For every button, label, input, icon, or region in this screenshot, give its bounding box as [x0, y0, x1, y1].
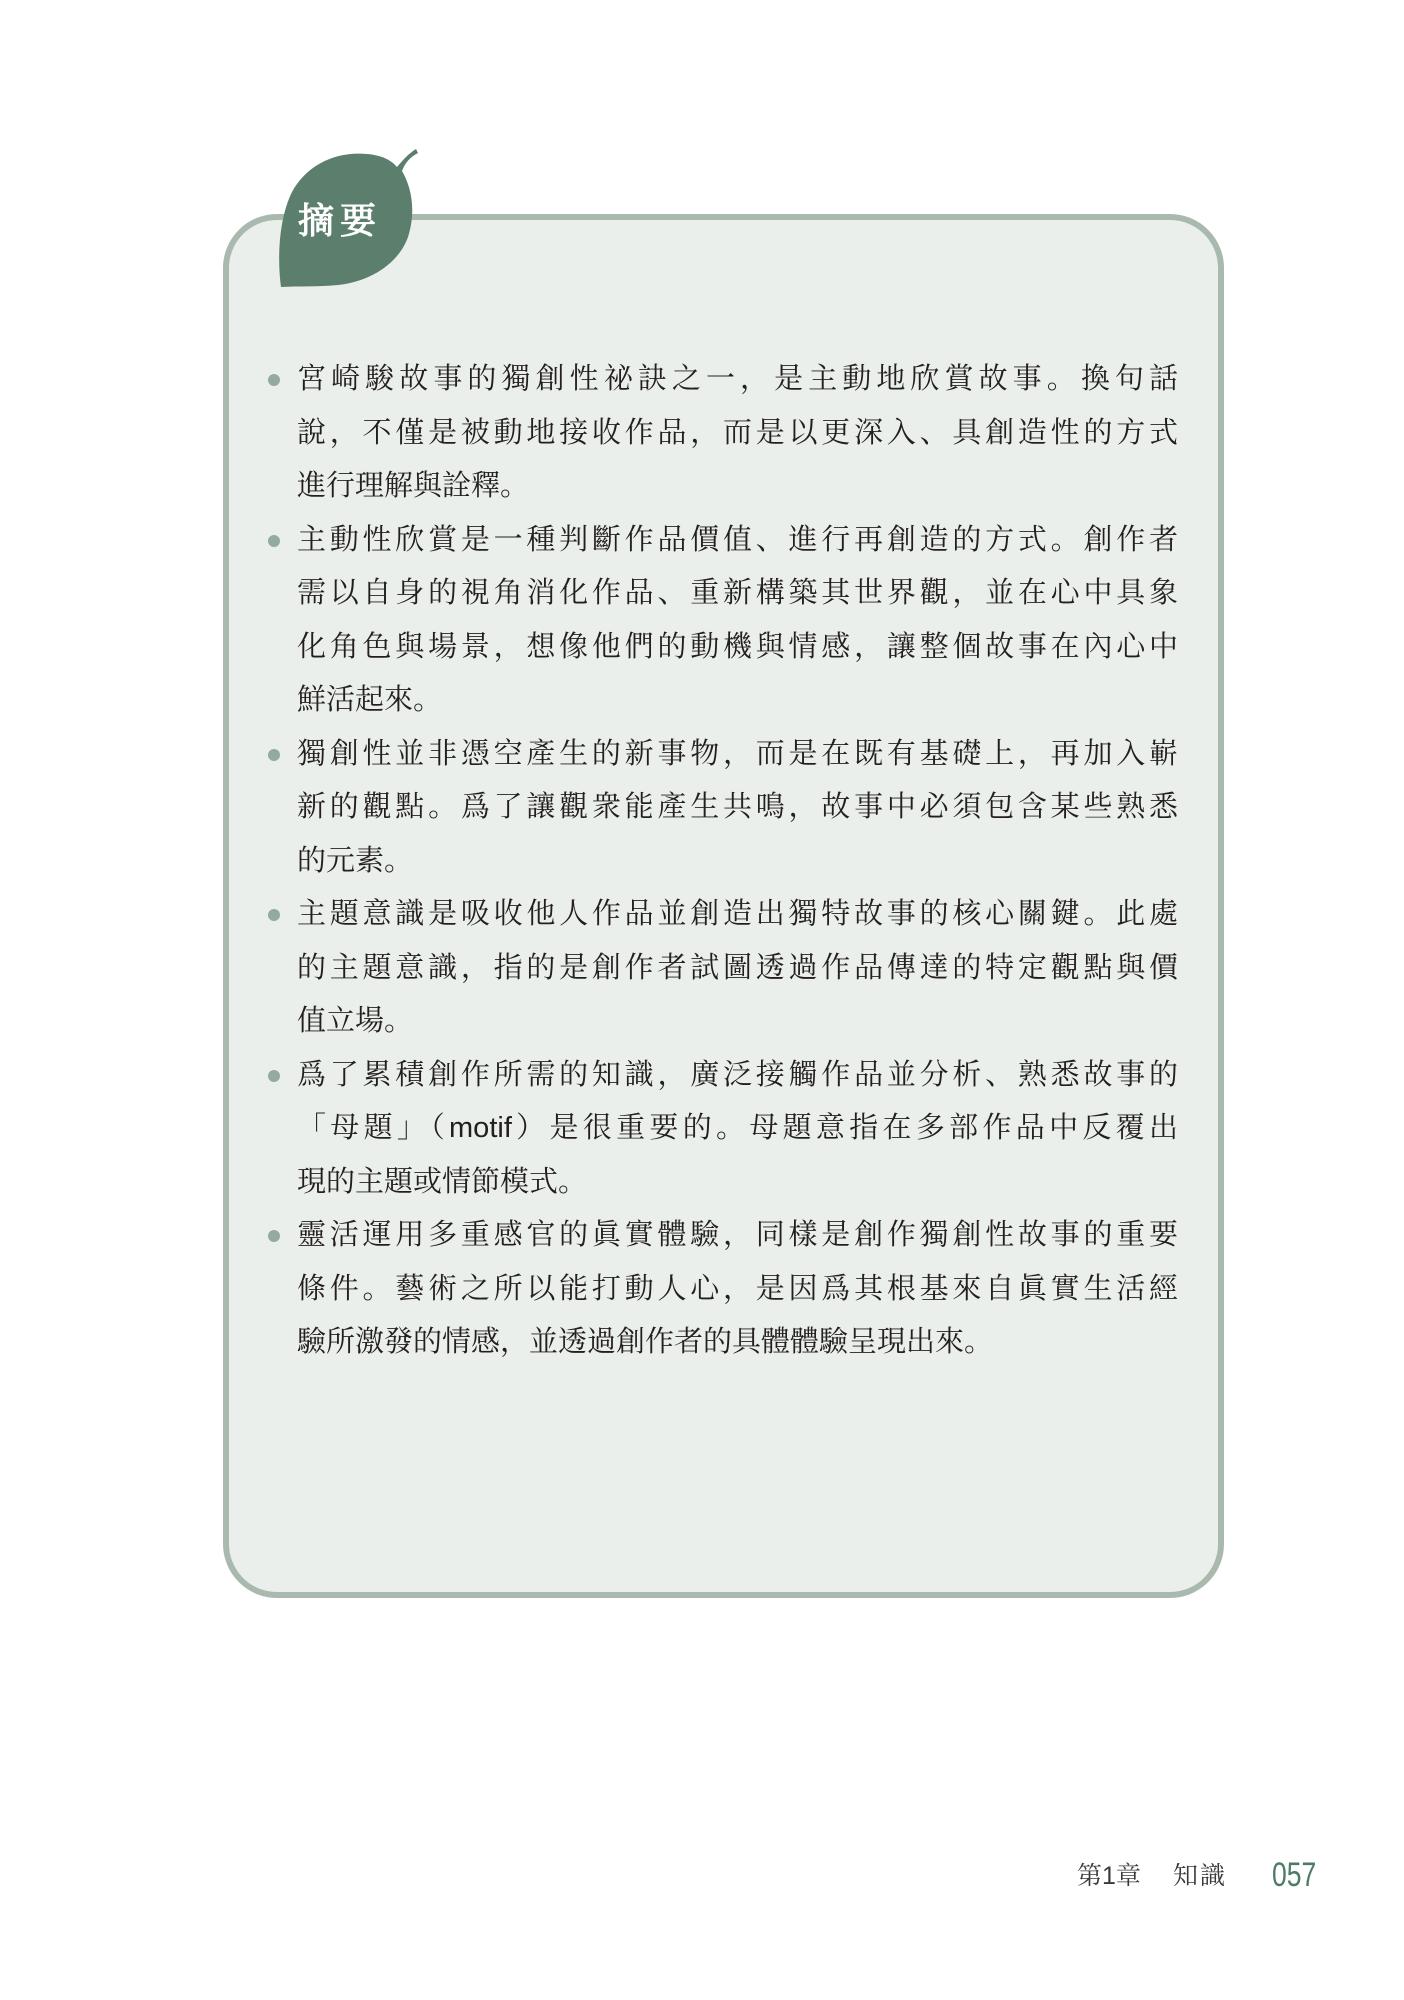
bullet-line: 需以自身的視角消化作品、重新構築其世界觀，並在心中具象	[297, 577, 1178, 609]
bullet-line: 獨創性並非憑空產生的新事物，而是在既有基礎上，再加入嶄	[297, 737, 1178, 770]
bullet-marker	[268, 535, 280, 547]
bullet-line: 說，不僅是被動地接收作品，而是以更深入、具創造性的方式	[297, 416, 1178, 449]
summary-bullet	[263, 888, 1183, 1049]
summary-heading: 摘要	[298, 200, 383, 241]
footer-chapter-title: 知識	[1173, 1862, 1228, 1890]
bullet-line: 爲了累積創作所需的知識，廣泛接觸作品並分析、熟悉故事的	[297, 1058, 1178, 1091]
bullet-marker	[268, 749, 280, 761]
page-number: 057	[1272, 1856, 1317, 1894]
bullet-line: 化角色與場景，想像他們的動機與情感，讓整個故事在內心中	[297, 630, 1178, 663]
summary-bullet-list	[263, 353, 1183, 1370]
summary-bullet	[263, 1049, 1183, 1210]
bullet-line: 主動性欣賞是一種判斷作品價值、進行再創造的方式。創作者	[297, 523, 1178, 556]
bullet-line: 驗所激發的情感，並透過創作者的具體體驗呈現出來。	[297, 1326, 994, 1358]
bullet-marker	[268, 909, 280, 921]
bullet-line: 的主題意識，指的是創作者試圖透過作品傳達的特定觀點與價	[297, 951, 1178, 984]
bullet-line: 值立場。	[297, 1005, 414, 1037]
summary-bullet	[263, 514, 1183, 728]
bullet-marker	[268, 1230, 280, 1242]
bullet-line: 鮮活起來。	[297, 684, 443, 716]
bullet-line: 條件。藝術之所以能打動人心，是因爲其根基來自眞實生活經	[297, 1272, 1178, 1305]
summary-bullet	[263, 728, 1183, 889]
bullet-line: 新的觀點。爲了讓觀衆能產生共鳴，故事中必須包含某些熟悉	[297, 791, 1178, 823]
summary-bullet	[263, 1209, 1183, 1370]
bullet-marker	[268, 374, 280, 386]
bullet-marker	[268, 1070, 280, 1082]
bullet-line: 進行理解與詮釋。	[297, 470, 530, 502]
bullet-line: 「母題」（motif）是很重要的。母題意指在多部作品中反覆出	[297, 1112, 1178, 1144]
bullet-line: 宮崎駿故事的獨創性祕訣之一，是主動地欣賞故事。換句話	[297, 363, 1178, 395]
bullet-line: 主題意識是吸收他人作品並創造出獨特故事的核心關鍵。此處	[297, 898, 1178, 930]
bullet-line: 靈活運用多重感官的眞實體驗，同樣是創作獨創性故事的重要	[297, 1219, 1178, 1251]
footer-chapter-label: 第1章	[1077, 1862, 1141, 1890]
bullet-line: 現的主題或情節模式。	[297, 1165, 588, 1198]
bullet-line: 的元素。	[297, 844, 414, 877]
summary-bullet	[263, 353, 1183, 514]
